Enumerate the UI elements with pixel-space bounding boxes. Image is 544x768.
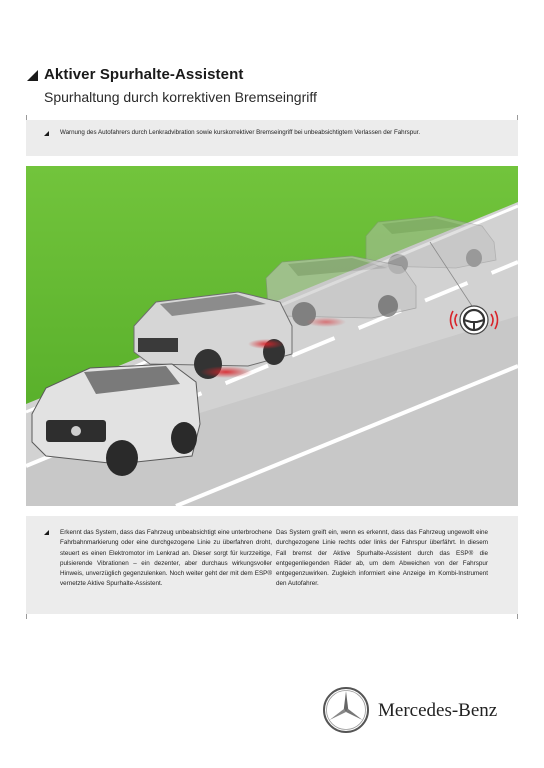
warning-triangle-icon xyxy=(44,131,49,136)
info-band xyxy=(26,516,518,614)
illustration-svg xyxy=(26,166,518,506)
info-text-right: Das System greift ein, wenn es erkennt, dass das Fahrzeug ungewollt eine durchgezogene Linie rechts oder links der Fahrspur überfährt. In diesem Fall bremst der Aktive Spurhalte-Assistent durch das ESP® die entgegenliegenden Räder ab, um dem Abweichen von der Fahrspur entgegenzuwirken. Zugleich informiert eine Anzeige im Kombi-Instrument den Autofahrer. xyxy=(276,529,488,588)
lane-assist-illustration xyxy=(26,166,518,506)
mercedes-star-icon xyxy=(322,686,370,734)
info-triangle-icon xyxy=(44,530,49,535)
page-title: Aktiver Spurhalte-Assistent xyxy=(44,66,244,83)
info-text-left: Erkennt das System, dass das Fahrzeug unbeabsichtigt eine unterbrochene Fahrbahnmarkierung oder eine durchgezogene Linie zu überfahren droht, steuert es einen Elektromotor im Lenkrad an. Dieser sorgt für kurzzeitige, pulsierende Vibrationen – ein dezenter, aber durchaus wirkungsvoller Hinweis, unverzüglich gegenzulenken. Noch weiter geht der mit dem ESP® vernetzte Aktive Spurhalte-Assistent. xyxy=(60,529,272,588)
crop-mark xyxy=(26,614,27,619)
title-triangle-icon xyxy=(27,70,38,81)
crop-mark xyxy=(517,614,518,619)
brand-block xyxy=(322,686,522,736)
warning-band xyxy=(26,120,518,156)
page-subtitle: Spurhaltung durch korrektiven Bremseingriff xyxy=(44,89,317,105)
crop-mark xyxy=(517,115,518,120)
warning-text: Warnung des Autofahrers durch Lenkradvibration sowie kurskorrektiver Bremseingriff bei unbeabsichtigtem Verlassen der Fahrspur. xyxy=(60,129,421,136)
brand-name: Mercedes-Benz xyxy=(378,700,498,721)
crop-mark xyxy=(26,115,27,120)
